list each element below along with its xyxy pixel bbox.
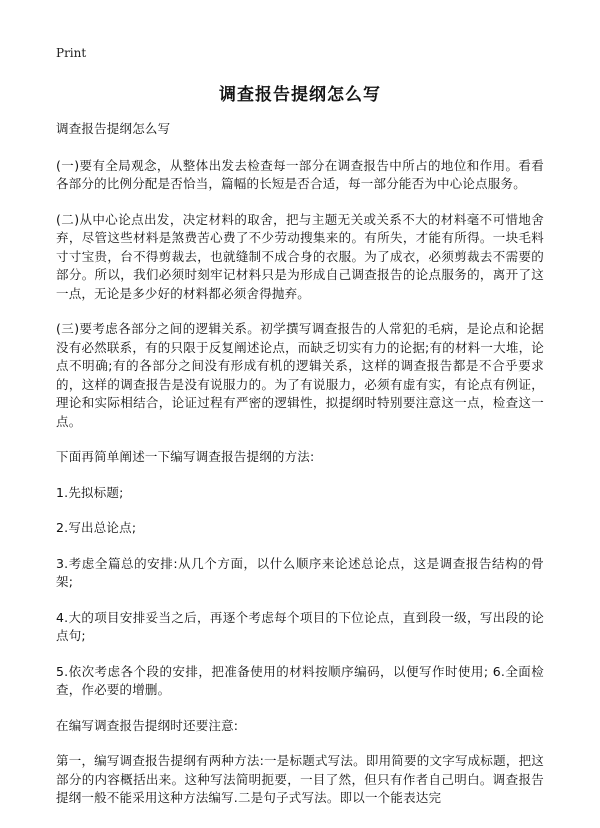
paragraph-2: (二)从中心论点出发，决定材料的取舍，把与主题无关或关系不大的材料毫不可惜地舍弃，尽管这些材料是煞费苦心费了不少劳动搜集来的。有所失，才能有所得。一块毛料寸寸宝贵，台不得剪裁去，也就缝制不成合身的衣服。为了成衣，必须剪裁去不需要的部分。所以，我们必须时刻牢记材料只是为形成自己调查报告的论点服务的，离开了这一点，无论是多少好的材料都必须舍得抛弃。	[56, 211, 544, 301]
list-item-3: 3.考虑全篇总的安排:从几个方面，以什么顺序来论述总论点，这是调查报告结构的骨架;	[56, 555, 544, 589]
document-title: 调查报告提纲怎么写	[219, 85, 381, 105]
document-body	[56, 120, 544, 825]
paragraph-1: (一)要有全局观念，从整体出发去检查每一部分在调查报告中所占的地位和作用。看看各部分的比例分配是否恰当，篇幅的长短是否合适，每一部分能否为中心论点服务。	[56, 157, 544, 191]
list-item-5: 5.依次考虑各个段的安排，把准备使用的材料按顺序编码，以便写作时使用; 6.全面检查，作必要的增删。	[56, 663, 544, 697]
list-item-4: 4.大的项目安排妥当之后，再逐个考虑每个项目的下位论点，直到段一级，写出段的论点句;	[56, 609, 544, 643]
paragraph-3: (三)要考虑各部分之间的逻辑关系。初学撰写调查报告的人常犯的毛病，是论点和论据没有必然联系，有的只限于反复阐述论点，而缺乏切实有力的论据;有的材料一大堆，论点不明确;有的各部分之间没有形成有机的逻辑关系，这样的调查报告都是不合乎要求的，这样的调查报告是没有说服力的。为了有说服力，必须有虚有实，有论点有例证，理论和实际相结合，论证过程有严密的逻辑性，拟提纲时特别要注意这一点，检查这一点。	[56, 321, 544, 429]
print-label: Print	[56, 46, 87, 60]
paragraph-4: 下面再简单阐述一下编写调查报告提纲的方法:	[56, 449, 315, 464]
paragraph-notes-1: 第一，编写调查报告提纲有两种方法:一是标题式写法。即用简要的文字写成标题，把这部分的内容概括出来。这种写法简明扼要，一目了然，但只有作者自己明白。调查报告提纲一般不能采用这种方法编写.二是句子式写法。即以一个能表达完	[56, 753, 544, 805]
list-item-2: 2.写出总论点;	[56, 520, 137, 535]
paragraph-notes-heading: 在编写调查报告提纲时还要注意:	[56, 717, 239, 733]
list-item-1: 1.先拟标题;	[56, 484, 124, 500]
document-subtitle: 调查报告提纲怎么写	[56, 121, 171, 136]
